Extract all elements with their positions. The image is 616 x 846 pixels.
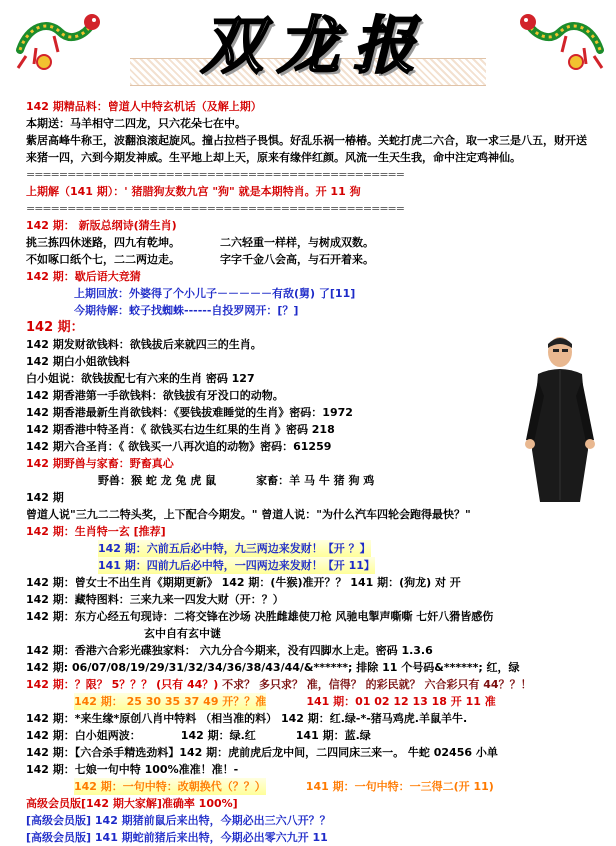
animal-list xyxy=(26,472,592,489)
domestic-animals: 家畜：羊 马 牛 猪 狗 鸡 xyxy=(256,474,375,487)
header xyxy=(0,0,616,98)
current-numbers: 142 期： 25 30 35 37 49 开？？准 xyxy=(74,695,267,708)
text-line: 142 期: 06/07/08/19/29/31/32/34/36/38/43/44/&******; 排除 11 个号码&******; 红，绿 xyxy=(26,661,520,674)
section-title: 142 期精品料：曾道人中特玄机话（及解上期） xyxy=(26,100,262,113)
text-line: 142 期香港中特圣肖：《 欲钱买右边生红果的生肖 》密码 218 xyxy=(26,423,335,436)
wave-title: 142 期：白小姐两波： xyxy=(26,729,141,742)
number-line xyxy=(26,693,592,710)
last-numbers: 141 期：01 02 12 13 18 开 11 准 xyxy=(306,695,496,708)
poem-left: 不如啄口纸个七，二二两边走。 xyxy=(26,253,180,266)
riddle-current: 今期待解：蛟子找蜘蛛------自投罗网开：[？] xyxy=(74,304,299,317)
section-title: 142 期：生肖特一玄 [推荐] xyxy=(26,525,166,538)
page-title: 双龙报 xyxy=(200,9,429,82)
text-line: 白小姐说：欲钱拔配七有六来的生肖 密码 127 xyxy=(26,372,255,385)
text-line: 本期送：马羊相守二四龙，只六花朵七在中。 xyxy=(26,117,246,130)
section-title: 142 期野兽与家畜：野畜真心 xyxy=(26,457,174,470)
text-line: 142 期：七娘一句中特 100%准准！准！- xyxy=(26,763,239,776)
vip-line: [高级会员版] 141 期蛇前猪后来出特，今期必出零六九开 11 xyxy=(26,831,328,844)
text-line: 142 期：香港六合彩光碟独家料： 六九分合今期来，没有四脚水上走。密码 1.3.6 xyxy=(26,644,433,657)
text-line: 142 期香港最新生肖欲钱料：《要钱拔难睡觉的生肖》密码：1972 xyxy=(26,406,353,419)
wave-last: 141 期：蓝.绿 xyxy=(295,729,371,742)
dragon-icon xyxy=(520,6,606,74)
highlight-text: 141 期：四前九后必中特，一四两边来发财！【开 11】 xyxy=(98,559,375,572)
poem-left: 挑三拣四休迷路，四九有乾坤。 xyxy=(26,236,180,249)
content xyxy=(26,98,592,846)
text-line: 142 期 xyxy=(26,491,64,504)
highlight-line xyxy=(26,557,592,574)
section-title: 142 期：歇后语大竞猜 xyxy=(26,270,141,283)
wave-current: 142 期：绿.红 xyxy=(180,729,256,742)
highlight-text: 142 期：六前五后必中特，九三两边来发财！【开 ？】 xyxy=(98,542,371,555)
section-title: 142 期： 新版总纲诗(猜生肖) xyxy=(26,219,177,232)
poem-right: 字字千金八会高，与石开着来。 xyxy=(220,253,374,266)
divider: ============================================== xyxy=(26,202,404,215)
text-line: 142 期香港第一手欲钱料：欲钱拔有牙没口的动物。 xyxy=(26,389,284,402)
vip-title: 高级会员版[142 期大家解]准确率 100%] xyxy=(26,797,238,810)
dragon-icon xyxy=(14,6,100,74)
poem-line xyxy=(26,251,592,268)
text-line: 142 期白小姐欲钱料 xyxy=(26,355,130,368)
text-line: 142 期：*来生缘*原创八肖中特料 （相当准的料） 142 期：红.绿-*-猪马鸡虎.羊鼠羊牛. xyxy=(26,712,468,725)
phrase-last: 141 期：一句中特：一三得二(开 11) xyxy=(305,780,494,793)
text-line: 曾道人说"三九二二特头奖，上下配合今期发。" 曾道人说："为什么汽车四轮会跑得最快？" xyxy=(26,508,471,521)
highlight-line xyxy=(26,540,592,557)
riddle-last: 上期回放：外婆得了个小儿子－－－－－有敌(舅) 了[11] xyxy=(74,287,356,300)
text-line: 142 期：曾女士不出生肖《期期更新》 142 期：(牛猴)准开？？ 141 期：(狗龙) 对 开 xyxy=(26,576,461,589)
poem-line xyxy=(26,234,592,251)
wild-animals: 野兽：猴 蛇 龙 兔 虎 鼠 xyxy=(98,474,217,487)
text-line: 142 期发财欲钱料：欲钱拔后来就四三的生肖。 xyxy=(26,338,262,351)
warning-line xyxy=(26,676,592,693)
person-icon xyxy=(518,330,602,510)
last-issue-answer: 上期解（141 期）：' 猪腊狗友数九宫 "狗" 就是本期特肖。开 11 狗 xyxy=(26,185,361,198)
poem-right: 二六轻重一样样，与树成双数。 xyxy=(220,236,374,249)
text-line xyxy=(26,727,592,744)
text-line: 142 期六合圣肖：《 欲钱买一八再次追的动物》密码：61259 xyxy=(26,440,332,453)
text-line: 142 期：藏特图料：三来九来一四发大财（开：？） xyxy=(26,593,284,606)
vip-line: [高级会员版] 142 期猪前鼠后来出特，今期必出三六八开？？ xyxy=(26,814,331,827)
text-line: 玄中自有玄中谜 xyxy=(144,627,221,640)
divider: ============================================== xyxy=(26,168,404,181)
text-paragraph: 紫居高峰牛称王，波翻浪滚起旋风。撞占拉档子畏惧。好乱乐祸一椿椿。关蛇打虎二六合，取一求三是八五，财开送来猪一四，六到今期发神威。生平地上却上天，原来有缘伴红颜。风流一生天生我，命中注定鸡神仙。 xyxy=(26,134,587,164)
phrase-current: 142 期：一句中特：改朝换代（？？） xyxy=(74,780,266,793)
text-line: 142 期：东方心经五句现诗：二将交锋在沙场 决胜雌雄使刀枪 风驰电掣声嘶嘶 七奸八猾皆感伤 xyxy=(26,610,494,623)
section-title: 142 期： xyxy=(26,320,84,335)
warning-left: 142 期：？限？ 5？？？ (只有 44？) xyxy=(26,678,219,691)
warning-right: 不求？ 多只求？ 准，信得？ 的彩民就？ 六合彩只有 44？？！ xyxy=(218,678,532,691)
text-line: 142 期：【六合杀手精选劲料】142 期：虎前虎后龙中间，二四同床三来一。 牛蛇 02456 小单 xyxy=(26,746,498,759)
phrase-line xyxy=(26,778,592,795)
